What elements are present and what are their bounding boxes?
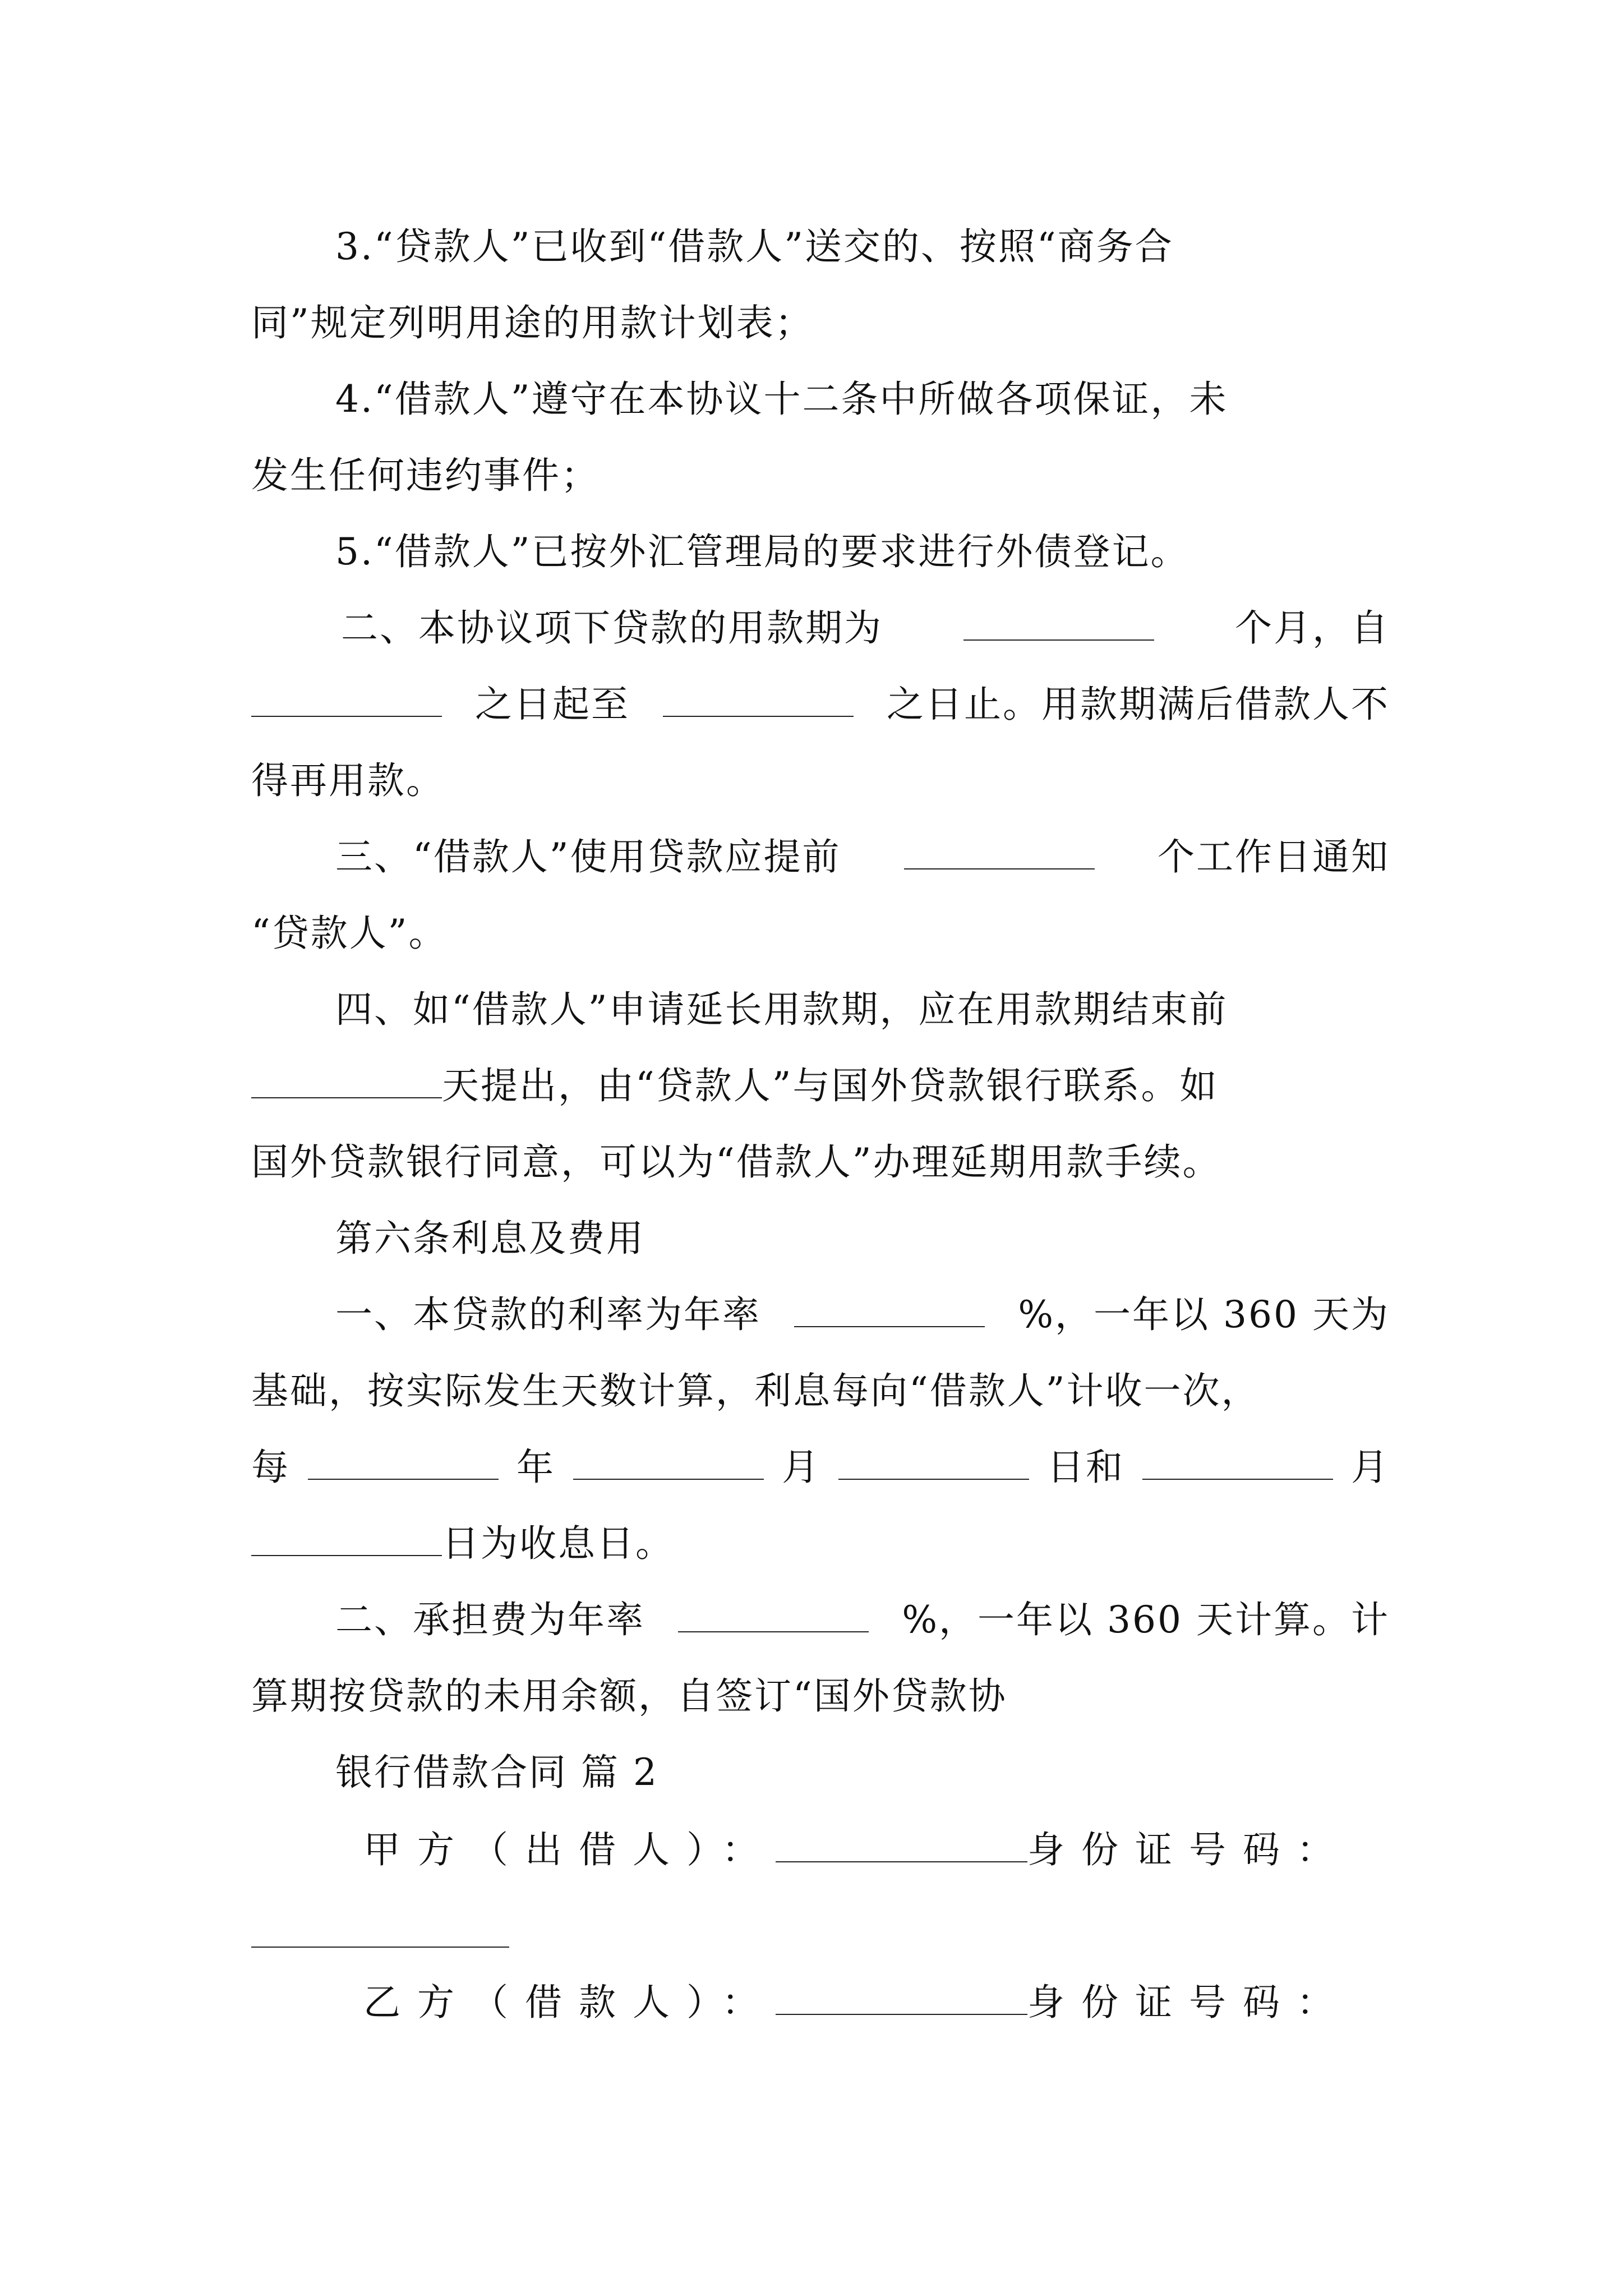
text-yue: 月 [782, 1446, 820, 1489]
clause-4-line2 [251, 1059, 1390, 1113]
clause-2-line1 [341, 601, 1390, 655]
interest-rate-text-a: 一、本贷款的利率为年率 [335, 1293, 761, 1336]
article-6-clause-2-line1 [335, 1593, 1390, 1647]
text-rihe: 日和 [1047, 1446, 1124, 1489]
blank-party-b-name [776, 1981, 1027, 2015]
clause-3-line1 [335, 830, 1390, 884]
clause-condition-3-line1: 3.“贷款人”已收到“借款人”送交的、按照“商务合 [335, 225, 1174, 268]
interest-rate-text-b: %，一年以 360 天为 [1018, 1293, 1390, 1336]
clause-2-text-d: 之日止。用款期满后借款人不 [887, 683, 1390, 726]
clause-3-text-b: 个工作日通知 [1157, 835, 1390, 878]
blank-commitment-fee [678, 1599, 869, 1632]
blank-extension-days [251, 1065, 442, 1098]
blank-start-date [251, 683, 442, 717]
text-interest-day: 日为收息日。 [442, 1522, 674, 1565]
blank-day-1 [838, 1446, 1029, 1480]
blank-day-2 [251, 1522, 442, 1556]
clause-4-line1: 四、如“借款人”申请延长用款期，应在用款期结束前 [335, 988, 1228, 1031]
commitment-fee-text-a: 二、承担费为年率 [335, 1598, 645, 1641]
party-b-id-label: 身份证号码： [1027, 1981, 1350, 2024]
clause-3-line2: “贷款人”。 [251, 912, 448, 955]
clause-2-line3: 得再用款。 [251, 759, 445, 802]
blank-year [308, 1446, 499, 1480]
blank-end-date [663, 683, 854, 717]
blank-party-a-id [251, 1947, 509, 1948]
text-nian: 年 [517, 1446, 555, 1489]
clause-condition-4-line2: 发生任何违约事件； [251, 454, 600, 497]
article-6-clause-2-line2: 算期按贷款的未用余额，自签订“国外贷款协 [251, 1674, 1007, 1718]
article-6-heading: 第六条利息及费用 [335, 1217, 645, 1260]
article-6-clause-1-line3 [251, 1441, 1390, 1494]
clause-2-text-a: 二、本协议项下贷款的用款期为 [341, 606, 883, 650]
article-6-clause-1-line2: 基础，按实际发生天数计算，利息每向“借款人”计收一次， [251, 1369, 1260, 1412]
party-a-line [363, 1823, 1350, 1877]
clause-condition-3-line2: 同”规定列明用途的用款计划表； [251, 301, 814, 344]
contract-2-title: 银行借款合同 篇 2 [335, 1751, 658, 1794]
blank-months [963, 607, 1154, 641]
clause-2-text-c: 之日起至 [475, 683, 630, 726]
clause-2-line2 [251, 678, 1390, 731]
clause-2-text-b: 个月，自 [1235, 606, 1390, 650]
clause-condition-5: 5.“借款人”已按外汇管理局的要求进行外债登记。 [335, 530, 1189, 573]
blank-month-1 [573, 1446, 764, 1480]
blank-notice-days [904, 836, 1095, 869]
clause-4-line3: 国外贷款银行同意，可以为“借款人”办理延期用款手续。 [251, 1140, 1221, 1184]
article-6-clause-1-line1 [335, 1288, 1390, 1342]
party-a-label: 甲方（出借人）： [363, 1828, 776, 1871]
blank-month-2 [1142, 1446, 1333, 1480]
party-b-label: 乙方（借款人）： [363, 1981, 776, 2024]
clause-condition-4-line1: 4.“借款人”遵守在本协议十二条中所做各项保证，未 [335, 378, 1228, 421]
text-yue-2: 月 [1351, 1446, 1390, 1489]
party-a-id-label: 身份证号码： [1027, 1828, 1350, 1871]
party-b-line [363, 1976, 1350, 2030]
clause-4-text: 天提出，由“贷款人”与国外贷款银行联系。如 [442, 1064, 1219, 1107]
text-mei: 每 [251, 1446, 290, 1489]
commitment-fee-text-b: %，一年以 360 天计算。计 [902, 1598, 1390, 1641]
blank-party-a-name [776, 1829, 1027, 1862]
clause-3-text-a: 三、“借款人”使用贷款应提前 [335, 835, 841, 878]
blank-interest-rate [794, 1294, 985, 1327]
article-6-clause-1-line4 [251, 1517, 1390, 1571]
